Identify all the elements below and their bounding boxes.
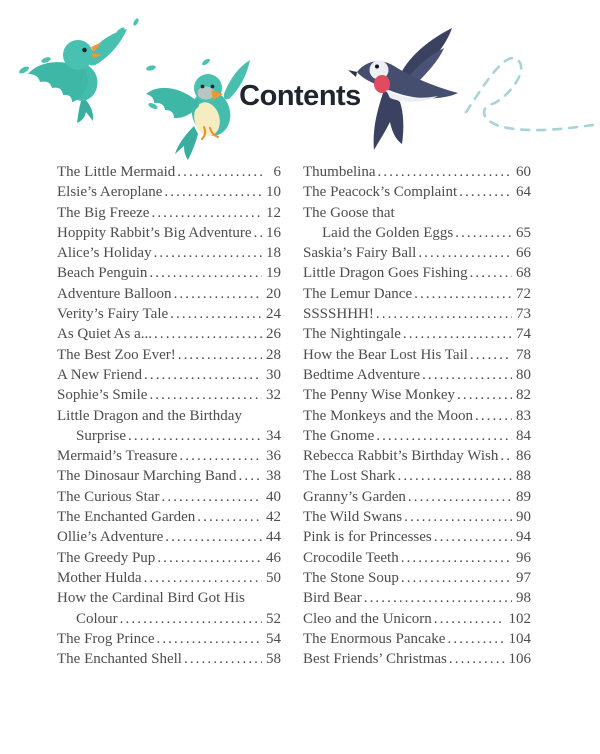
toc-entry-title: Little Dragon and the Birthday <box>57 407 242 424</box>
toc-entry-row <box>57 568 281 588</box>
toc-entry-page: 10 <box>266 184 281 201</box>
toc-leader-dots <box>414 284 512 304</box>
toc-entry-title: Granny’s Garden <box>303 488 406 505</box>
toc-entry-title: Rebecca Rabbit’s Birthday Wish <box>303 448 499 465</box>
toc-entry-page: 98 <box>516 590 531 607</box>
toc-leader-dots <box>422 365 512 385</box>
toc-entry-page: 78 <box>516 346 531 363</box>
toc-entry-title: As Quiet As a... <box>57 326 152 343</box>
toc-entry-page: 60 <box>516 164 531 180</box>
toc-entry-row <box>57 162 281 182</box>
toc-entry-row <box>57 243 281 263</box>
toc-entry-row <box>303 223 531 243</box>
toc-leader-dots <box>177 162 263 182</box>
toc-entry-page: 28 <box>266 346 281 363</box>
toc-entry-title: Crocodile Teeth <box>303 549 399 566</box>
toc-entry-page: 66 <box>516 245 531 262</box>
toc-entry-title: The Big Freeze <box>57 204 150 221</box>
toc-entry-title: Ollie’s Adventure <box>57 529 164 546</box>
toc-leader-dots <box>470 263 512 283</box>
toc-entry-page: 97 <box>516 569 531 586</box>
toc-entry-row <box>57 609 281 629</box>
toc-entry-title: The Wild Swans <box>303 509 403 526</box>
toc-entry-row <box>303 487 531 507</box>
toc-entry-row <box>57 324 281 344</box>
toc-entry-page: 74 <box>516 326 531 343</box>
toc-entry-title: Beach Penguin <box>57 265 148 282</box>
toc-entry-row <box>303 548 531 568</box>
toc-entry-row <box>303 527 531 547</box>
toc-leader-dots <box>144 365 262 385</box>
toc-entry-title: Cleo and the Unicorn <box>303 610 432 627</box>
toc-entry-row <box>303 243 531 263</box>
toc-leader-dots <box>156 629 262 649</box>
toc-entry-row <box>303 182 531 202</box>
toc-leader-dots <box>418 243 512 263</box>
toc-entry-page: 54 <box>266 630 281 647</box>
toc-entry-row <box>303 304 531 324</box>
toc-entry-page: 26 <box>266 326 281 343</box>
toc-entry-row <box>57 263 281 283</box>
toc-entry-title: The Little Mermaid <box>57 164 176 180</box>
toc-entry-page: 52 <box>266 610 281 627</box>
toc-entry-row <box>57 466 281 486</box>
toc-leader-dots <box>174 284 262 304</box>
toc-entry-page: 73 <box>516 306 531 323</box>
toc-entry-title: The Gnome <box>303 427 375 444</box>
toc-entry-page: 106 <box>508 651 531 668</box>
toc-entry-title: The Enormous Pancake <box>303 630 446 647</box>
toc-leader-dots <box>364 588 512 608</box>
toc-entry-title: Laid the Golden Eggs <box>322 224 454 241</box>
toc-entry-title: The Greedy Pup <box>57 549 156 566</box>
toc-entry-row <box>303 588 531 608</box>
toc-entry-title: The Lemur Dance <box>303 285 413 302</box>
toc-entry-row <box>303 649 531 669</box>
toc-entry-page: 36 <box>266 448 281 465</box>
toc-entry-page: 82 <box>516 387 531 404</box>
toc-leader-dots <box>128 426 262 446</box>
toc-entry-row <box>303 284 531 304</box>
toc-leader-dots <box>455 223 512 243</box>
toc-entry-page: 6 <box>273 164 281 180</box>
toc-leader-dots <box>164 182 262 202</box>
page-title: Contents <box>239 80 361 112</box>
toc-entry-row <box>303 406 531 426</box>
toc-entry-page: 40 <box>266 488 281 505</box>
toc-entry-row <box>303 507 531 527</box>
toc-entry-page: 88 <box>516 468 531 485</box>
toc-entry-title: The Lost Shark <box>303 468 396 485</box>
toc-entry-title: The Best Zoo Ever! <box>57 346 176 363</box>
toc-entry-title: The Stone Soup <box>303 569 399 586</box>
toc-entry-title: Best Friends’ Christmas <box>303 651 447 668</box>
toc-entry-page: 18 <box>266 245 281 262</box>
toc-leader-dots <box>178 345 262 365</box>
toc-entry-row <box>57 406 281 426</box>
toc-entry-page: 44 <box>266 529 281 546</box>
toc-entry-page: 96 <box>516 549 531 566</box>
toc-leader-dots <box>151 203 262 223</box>
toc-leader-dots <box>154 243 262 263</box>
toc-entry-row <box>303 446 531 466</box>
toc-entry-row <box>57 284 281 304</box>
toc-leader-dots <box>404 507 512 527</box>
toc-entry-row <box>303 263 531 283</box>
toc-entry-row <box>303 162 531 182</box>
toc-entry-title: How the Bear Lost His Tail <box>303 346 468 363</box>
toc-entry-row <box>303 629 531 649</box>
toc-entry-page: 94 <box>516 529 531 546</box>
toc-entry-page: 24 <box>266 306 281 323</box>
toc-entry-page: 42 <box>266 509 281 526</box>
toc-entry-page: 30 <box>266 366 281 383</box>
toc-column-right <box>303 162 531 669</box>
toc-entry-title: The Enchanted Shell <box>57 651 182 668</box>
toc-entry-row <box>303 609 531 629</box>
toc-entry-row <box>303 466 531 486</box>
toc-entry-row <box>303 365 531 385</box>
toc-entry-page: 90 <box>516 509 531 526</box>
toc-entry-row <box>57 446 281 466</box>
toc-entry-row <box>57 507 281 527</box>
toc-entry-row <box>303 385 531 405</box>
toc-leader-dots <box>470 345 512 365</box>
toc-entry-page: 58 <box>266 651 281 668</box>
toc-entry-row <box>57 365 281 385</box>
table-of-contents <box>57 162 531 669</box>
toc-entry-page: 32 <box>266 387 281 404</box>
toc-entry-row <box>57 527 281 547</box>
toc-entry-page: 50 <box>266 569 281 586</box>
toc-leader-dots <box>459 182 512 202</box>
toc-entry-title: The Curious Star <box>57 488 160 505</box>
toc-entry-row <box>303 324 531 344</box>
toc-entry-title: SSSSHHH! <box>303 306 374 323</box>
toc-entry-row <box>303 345 531 365</box>
toc-leader-dots <box>457 385 512 405</box>
toc-entry-row <box>57 345 281 365</box>
toc-entry-page: 20 <box>266 285 281 302</box>
toc-entry-title: Little Dragon Goes Fishing <box>303 265 468 282</box>
toc-entry-page: 102 <box>508 610 531 627</box>
toc-entry-row <box>57 548 281 568</box>
toc-entry-row <box>57 203 281 223</box>
toc-leader-dots <box>179 446 262 466</box>
toc-entry-page: 80 <box>516 366 531 383</box>
toc-entry-page: 86 <box>516 448 531 465</box>
toc-column-left <box>57 162 281 669</box>
toc-entry-row <box>57 487 281 507</box>
toc-entry-page: 38 <box>266 468 281 485</box>
toc-leader-dots <box>449 649 505 669</box>
toc-entry-page: 84 <box>516 427 531 444</box>
toc-entry-row <box>303 426 531 446</box>
toc-entry-row <box>303 203 531 223</box>
toc-entry-page: 34 <box>266 427 281 444</box>
toc-leader-dots <box>434 527 512 547</box>
toc-entry-title: The Enchanted Garden <box>57 509 196 526</box>
toc-entry-page: 65 <box>516 224 531 241</box>
toc-entry-page: 19 <box>266 265 281 282</box>
toc-entry-page: 89 <box>516 488 531 505</box>
toc-entry-page: 68 <box>516 265 531 282</box>
toc-entry-title: The Peacock’s Complaint <box>303 184 458 201</box>
toc-leader-dots <box>397 466 512 486</box>
toc-entry-title: A New Friend <box>57 366 142 383</box>
toc-entry-row <box>57 182 281 202</box>
toc-entry-title: Verity’s Fairy Tale <box>57 306 169 323</box>
toc-entry-title: The Penny Wise Monkey <box>303 387 456 404</box>
toc-leader-dots <box>434 609 505 629</box>
toc-entry-row <box>57 223 281 243</box>
toc-entry-title: Saskia’s Fairy Ball <box>303 245 417 262</box>
toc-entry-title: Surprise <box>76 427 126 444</box>
toc-entry-row <box>57 426 281 446</box>
toc-entry-title: Bird Bear <box>303 590 362 607</box>
toc-leader-dots <box>447 629 504 649</box>
toc-leader-dots <box>377 162 512 182</box>
toc-entry-title: Adventure Balloon <box>57 285 172 302</box>
toc-leader-dots <box>239 466 262 486</box>
toc-leader-dots <box>157 548 262 568</box>
toc-entry-page: 12 <box>266 204 281 221</box>
toc-leader-dots <box>376 304 512 324</box>
toc-entry-row <box>57 304 281 324</box>
toc-entry-title: The Nightingale <box>303 326 401 343</box>
toc-leader-dots <box>376 426 512 446</box>
toc-entry-title: Bedtime Adventure <box>303 366 421 383</box>
toc-leader-dots <box>403 324 512 344</box>
toc-leader-dots <box>162 487 263 507</box>
toc-entry-page: 104 <box>508 630 531 647</box>
toc-entry-row <box>57 629 281 649</box>
toc-leader-dots <box>500 446 512 466</box>
toc-entry-row <box>57 649 281 669</box>
toc-entry-page: 46 <box>266 549 281 566</box>
toc-entry-title: Colour <box>76 610 118 627</box>
toc-entry-title: The Dinosaur Marching Band <box>57 468 237 485</box>
toc-leader-dots <box>401 568 512 588</box>
toc-leader-dots <box>401 548 512 568</box>
toc-entry-row <box>57 588 281 608</box>
toc-entry-title: Elsie’s Aeroplane <box>57 184 163 201</box>
toc-leader-dots <box>170 304 262 324</box>
toc-entry-title: The Monkeys and the Moon <box>303 407 473 424</box>
toc-entry-page: 64 <box>516 184 531 201</box>
toc-entry-title: Thumbelina <box>303 164 376 180</box>
toc-entry-title: The Frog Prince <box>57 630 155 647</box>
toc-leader-dots <box>475 406 512 426</box>
toc-entry-title: The Goose that <box>303 204 395 221</box>
toc-entry-title: Alice’s Holiday <box>57 245 152 262</box>
toc-entry-title: Hoppity Rabbit’s Big Adventure <box>57 224 252 241</box>
toc-entry-row <box>303 568 531 588</box>
toc-leader-dots <box>120 609 262 629</box>
toc-leader-dots <box>254 223 262 243</box>
toc-leader-dots <box>165 527 262 547</box>
toc-leader-dots <box>197 507 262 527</box>
toc-entry-title: Mermaid’s Treasure <box>57 448 178 465</box>
toc-entry-page: 16 <box>266 224 281 241</box>
toc-entry-title: Sophie’s Smile <box>57 387 148 404</box>
toc-entry-title: Mother Hulda <box>57 569 142 586</box>
toc-leader-dots <box>154 324 262 344</box>
toc-entry-title: Pink is for Princesses <box>303 529 432 546</box>
toc-leader-dots <box>149 385 262 405</box>
toc-leader-dots <box>149 263 262 283</box>
toc-leader-dots <box>408 487 512 507</box>
toc-entry-row <box>57 385 281 405</box>
toc-entry-title: How the Cardinal Bird Got His <box>57 590 245 607</box>
toc-leader-dots <box>184 649 262 669</box>
toc-leader-dots <box>144 568 262 588</box>
toc-entry-page: 83 <box>516 407 531 424</box>
toc-entry-page: 72 <box>516 285 531 302</box>
